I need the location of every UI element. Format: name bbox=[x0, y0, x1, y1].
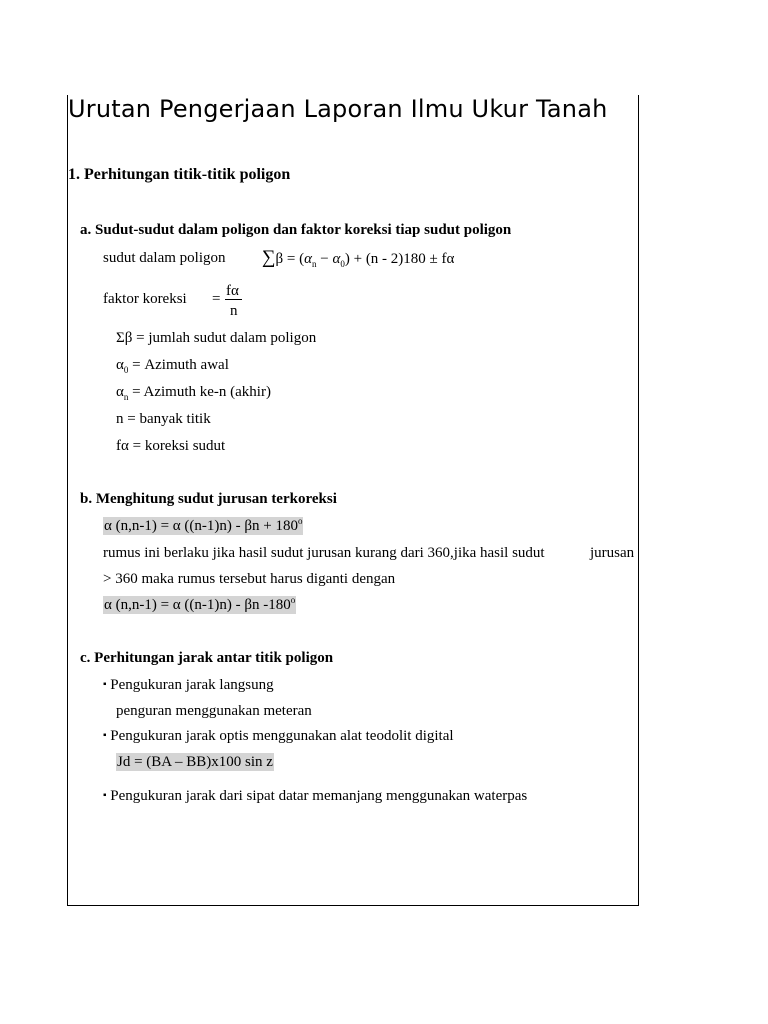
fraction-line bbox=[225, 299, 242, 300]
sudut-formula bbox=[262, 249, 454, 268]
faktor-eq: = bbox=[212, 291, 221, 307]
alpha-0: α bbox=[332, 251, 341, 267]
subsection-heading-b: b. Menghitung sudut jurusan terkoreksi bbox=[80, 491, 337, 507]
list-item-sub: penguran menggunakan meteran bbox=[116, 703, 312, 719]
formula-jurusan-2: α (n,n-1) = α ((n-1)n) - βn -180$^o$ bbox=[104, 595, 296, 613]
formula-jarak: Jd = (BA – BB)x100 sin z bbox=[117, 754, 273, 770]
bullet-icon: ▪ bbox=[103, 730, 107, 741]
formula-pre: β = ( bbox=[275, 251, 305, 267]
def-sum-beta: Σβ = jumlah sudut dalam poligon bbox=[116, 330, 317, 346]
def-alpha-n: $\alpha_n$ = Azimuth ke-n (akhir) bbox=[116, 384, 271, 402]
text-rumus-2: > 360 maka rumus tersebut harus diganti dengan bbox=[103, 571, 396, 587]
bullet-icon: ▪ bbox=[103, 790, 107, 801]
formula-post: ) + (n - 2)180 ± fα bbox=[344, 251, 455, 267]
section-heading-1: 1. Perhitungan titik-titik poligon bbox=[68, 166, 291, 183]
list-item: ▪ Pengukuran jarak optis menggunakan alat teodolit digital bbox=[103, 728, 454, 744]
formula-jurusan-1: α (n,n-1) = α $((n-1)n) - \beta n + 180^o$ bbox=[104, 516, 303, 534]
alpha-n: α bbox=[304, 251, 313, 267]
sudut-label: sudut dalam poligon bbox=[103, 250, 226, 266]
sum-symbol: ∑ bbox=[262, 247, 276, 268]
def-alpha-0: $\alpha_0$ = Azimuth awal bbox=[116, 357, 229, 375]
def-n: n = banyak titik bbox=[116, 411, 211, 427]
faktor-denominator: n bbox=[230, 303, 238, 319]
faktor-numerator: fα bbox=[226, 283, 239, 299]
subsection-heading-a: a. Sudut-sudut dalam poligon dan faktor koreksi tiap sudut poligon bbox=[80, 222, 512, 238]
list-item: ▪ Pengukuran jarak dari sipat datar memanjang menggunakan waterpas bbox=[103, 788, 528, 804]
page-title: Urutan Pengerjaan Laporan Ilmu Ukur Tanah bbox=[68, 95, 608, 123]
sub-n: n bbox=[312, 259, 317, 269]
faktor-label: faktor koreksi bbox=[103, 291, 187, 307]
minus-sign: − bbox=[316, 251, 333, 267]
subsection-heading-c: c. Perhitungan jarak antar titik poligon bbox=[80, 650, 334, 666]
list-item: ▪ Pengukuran jarak langsung bbox=[103, 677, 274, 693]
text-rumus-1-end: jurusan bbox=[590, 545, 635, 561]
bullet-icon: ▪ bbox=[103, 679, 107, 690]
text-rumus-1: rumus ini berlaku jika hasil sudut jurusan kurang dari 360,jika hasil sudut bbox=[103, 545, 545, 561]
def-f-alpha: fα = koreksi sudut bbox=[116, 438, 226, 454]
sub-0: 0 bbox=[340, 259, 345, 269]
